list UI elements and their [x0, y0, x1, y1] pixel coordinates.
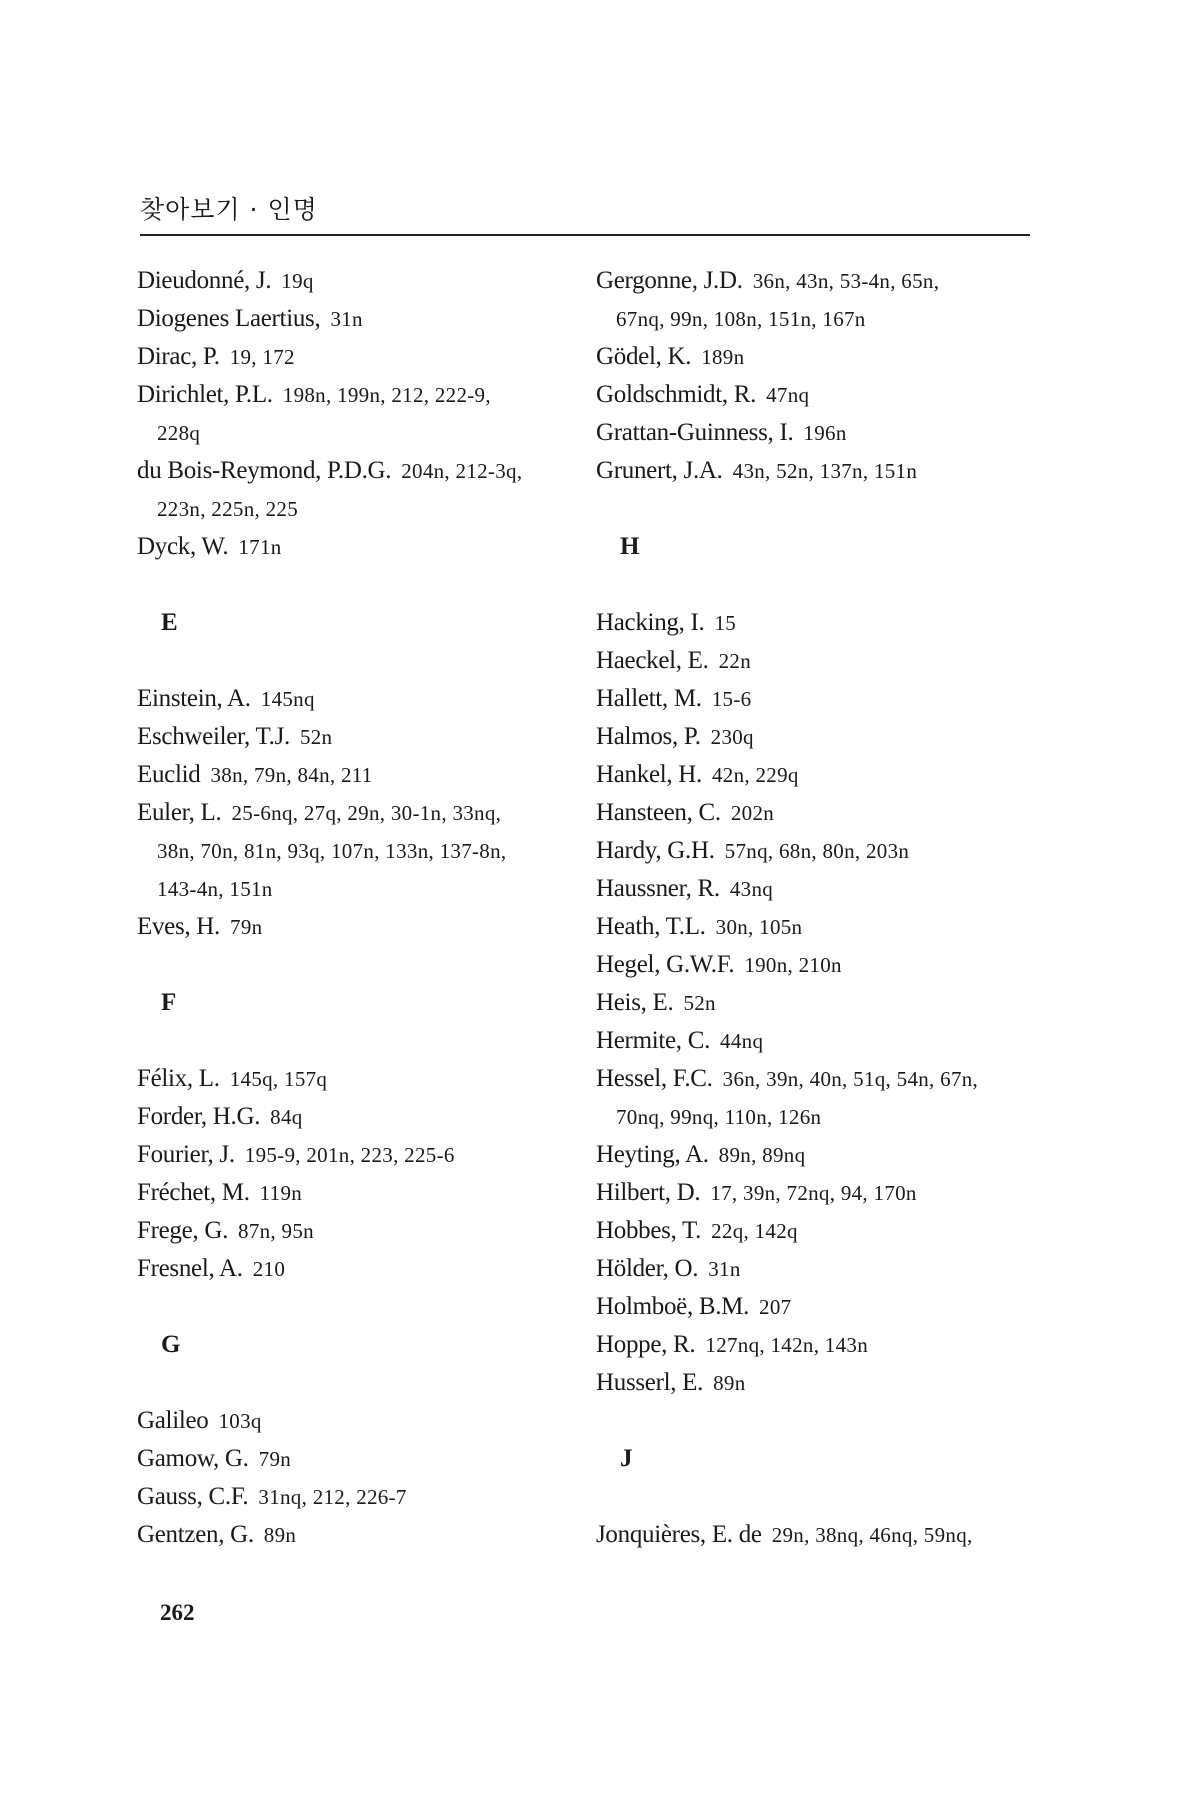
index-entry — [137, 1440, 577, 1478]
section-letter: G — [161, 1331, 181, 1358]
index-entry-continuation — [596, 300, 1036, 338]
spacer — [137, 1288, 577, 1326]
entry-refs: 15-6 — [711, 687, 752, 711]
index-entry — [137, 1098, 577, 1136]
index-entry — [596, 1326, 1036, 1364]
index-entry — [596, 870, 1036, 908]
index-entry — [137, 1250, 577, 1288]
entry-name: Dirichlet, P.L. — [137, 381, 273, 408]
entry-refs: 38n, 79n, 84n, 211 — [210, 763, 373, 787]
index-entry — [137, 1516, 577, 1554]
index-entry — [137, 300, 577, 338]
entry-name: Goldschmidt, R. — [596, 381, 757, 408]
spacer — [596, 1402, 1036, 1440]
entry-refs: 145q, 157q — [229, 1067, 328, 1091]
index-entry-continuation — [137, 414, 577, 452]
spacer — [137, 642, 577, 680]
right-column — [596, 262, 1036, 1554]
entry-refs: 44nq — [720, 1029, 764, 1053]
entry-refs: 143-4n, 151n — [157, 877, 273, 901]
entry-name: Hacking, I. — [596, 609, 705, 636]
index-entry — [137, 1402, 577, 1440]
index-entry — [596, 604, 1036, 642]
index-entry — [596, 908, 1036, 946]
index-entry — [596, 452, 1036, 490]
spacer — [596, 490, 1036, 528]
entry-refs: 17, 39n, 72nq, 94, 170n — [710, 1181, 917, 1205]
entry-refs: 31nq, 212, 226-7 — [258, 1485, 407, 1509]
entry-name: Heath, T.L. — [596, 913, 706, 940]
index-entry — [137, 1478, 577, 1516]
entry-refs: 52n — [683, 991, 716, 1015]
entry-name: Galileo — [137, 1407, 209, 1434]
spacer — [137, 946, 577, 984]
index-entry-continuation — [137, 870, 577, 908]
entry-refs: 171n — [238, 535, 282, 559]
entry-refs: 230q — [710, 725, 754, 749]
entry-name: Hardy, G.H. — [596, 837, 715, 864]
entry-name: Hermite, C. — [596, 1027, 711, 1054]
index-entry-continuation — [596, 1098, 1036, 1136]
index-entry — [137, 908, 577, 946]
section-letter: J — [620, 1445, 633, 1472]
entry-refs: 196n — [803, 421, 847, 445]
entry-name: Fréchet, M. — [137, 1179, 250, 1206]
entry-name: Grunert, J.A. — [596, 457, 723, 484]
index-entry — [137, 1136, 577, 1174]
entry-name: Jonquières, E. de — [596, 1521, 762, 1548]
index-entry — [137, 718, 577, 756]
spacer — [596, 1478, 1036, 1516]
index-entry — [137, 376, 577, 414]
entry-name: Eves, H. — [137, 913, 221, 940]
entry-name: Dirac, P. — [137, 343, 220, 370]
spacer — [137, 566, 577, 604]
index-entry — [596, 832, 1036, 870]
index-entry-continuation — [137, 490, 577, 528]
index-entry — [596, 1060, 1036, 1098]
index-entry — [137, 1212, 577, 1250]
index-entry — [596, 376, 1036, 414]
entry-name: Haussner, R. — [596, 875, 720, 902]
spacer — [137, 1022, 577, 1060]
index-entry — [596, 756, 1036, 794]
entry-name: Eschweiler, T.J. — [137, 723, 290, 750]
entry-name: Gauss, C.F. — [137, 1483, 249, 1510]
entry-refs: 79n — [230, 915, 263, 939]
entry-name: Hobbes, T. — [596, 1217, 702, 1244]
entry-refs: 22q, 142q — [711, 1219, 798, 1243]
index-entry — [596, 414, 1036, 452]
index-entry — [596, 1364, 1036, 1402]
page-number: 262 — [160, 1600, 195, 1625]
entry-name: Hessel, F.C. — [596, 1065, 713, 1092]
entry-name: Gamow, G. — [137, 1445, 249, 1472]
entry-refs: 38n, 70n, 81n, 93q, 107n, 133n, 137-8n, — [157, 839, 507, 863]
index-entry — [596, 1022, 1036, 1060]
entry-name: Diogenes Laertius, — [137, 305, 321, 332]
entry-name: Hansteen, C. — [596, 799, 721, 826]
entry-refs: 103q — [218, 1409, 262, 1433]
entry-name: Halmos, P. — [596, 723, 701, 750]
index-entry — [137, 1174, 577, 1212]
index-entry — [596, 680, 1036, 718]
index-entry — [596, 1212, 1036, 1250]
entry-refs: 43n, 52n, 137n, 151n — [732, 459, 918, 483]
entry-refs: 228q — [157, 421, 201, 445]
entry-name: Husserl, E. — [596, 1369, 704, 1396]
index-entry — [596, 946, 1036, 984]
section-letter: E — [161, 609, 178, 636]
entry-refs: 89n — [713, 1371, 746, 1395]
entry-name: Grattan-Guinness, I. — [596, 419, 794, 446]
entry-refs: 204n, 212-3q, — [401, 459, 523, 483]
entry-refs: 79n — [258, 1447, 292, 1471]
entry-name: Dyck, W. — [137, 533, 229, 560]
entry-name: Forder, H.G. — [137, 1103, 261, 1130]
entry-name: Félix, L. — [137, 1065, 220, 1092]
entry-refs: 42n, 229q — [712, 763, 799, 787]
entry-refs: 19q — [281, 269, 314, 293]
entry-refs: 84q — [270, 1105, 303, 1129]
section-letter: F — [161, 989, 177, 1016]
index-entry — [137, 756, 577, 794]
entry-name: Fourier, J. — [137, 1141, 235, 1168]
entry-refs: 195-9, 201n, 223, 225-6 — [244, 1143, 455, 1167]
entry-refs: 15 — [714, 611, 737, 635]
index-entry — [137, 1060, 577, 1098]
index-entry — [596, 984, 1036, 1022]
entry-name: Heis, E. — [596, 989, 674, 1016]
entry-name: Fresnel, A. — [137, 1255, 243, 1282]
entry-refs: 89n — [263, 1523, 297, 1547]
entry-refs: 223n, 225n, 225 — [157, 497, 298, 521]
entry-refs: 31n — [330, 307, 363, 331]
entry-name: Frege, G. — [137, 1217, 229, 1244]
entry-refs: 29n, 38nq, 46nq, 59nq, — [771, 1523, 973, 1547]
entry-refs: 190n, 210n — [744, 953, 842, 977]
entry-name: Hölder, O. — [596, 1255, 699, 1282]
entry-name: Hegel, G.W.F. — [596, 951, 735, 978]
index-entry — [137, 452, 577, 490]
entry-name: Hallett, M. — [596, 685, 702, 712]
entry-refs: 25-6nq, 27q, 29n, 30-1n, 33nq, — [231, 801, 502, 825]
entry-refs: 210 — [252, 1257, 286, 1281]
entry-name: Dieudonné, J. — [137, 267, 272, 294]
index-entry — [596, 338, 1036, 376]
index-entry — [137, 794, 577, 832]
entry-refs: 87n, 95n — [238, 1219, 314, 1243]
entry-refs: 67nq, 99n, 108n, 151n, 167n — [616, 307, 866, 331]
spacer — [596, 566, 1036, 604]
index-entry — [137, 528, 577, 566]
entry-refs: 70nq, 99nq, 110n, 126n — [616, 1105, 822, 1129]
entry-name: Einstein, A. — [137, 685, 251, 712]
entry-name: Holmboë, B.M. — [596, 1293, 750, 1320]
index-entry — [596, 1136, 1036, 1174]
header-title: 찾아보기 · 인명 — [140, 195, 318, 224]
entry-refs: 52n — [299, 725, 333, 749]
index-entry — [137, 338, 577, 376]
entry-refs: 30n, 105n — [715, 915, 803, 939]
entry-refs: 36n, 39n, 40n, 51q, 54n, 67n, — [722, 1067, 979, 1091]
entry-name: Hilbert, D. — [596, 1179, 701, 1206]
entry-refs: 47nq — [766, 383, 810, 407]
index-entry — [137, 680, 577, 718]
entry-refs: 43nq — [729, 877, 774, 901]
index-entry — [596, 642, 1036, 680]
entry-name: Gödel, K. — [596, 343, 692, 370]
entry-refs: 207 — [759, 1295, 792, 1319]
index-entry — [137, 262, 577, 300]
entry-refs: 202n — [730, 801, 775, 825]
section-letter: H — [620, 533, 640, 560]
entry-name: Gentzen, G. — [137, 1521, 254, 1548]
entry-refs: 31n — [708, 1257, 741, 1281]
entry-name: Hankel, H. — [596, 761, 702, 788]
entry-refs: 22n — [718, 649, 752, 673]
entry-refs: 119n — [259, 1181, 303, 1205]
entry-name: Gergonne, J.D. — [596, 267, 743, 294]
page-header — [140, 190, 1030, 236]
entry-name: Haeckel, E. — [596, 647, 709, 674]
left-column — [137, 262, 577, 1554]
index-entry — [596, 262, 1036, 300]
entry-name: du Bois-Reymond, P.D.G. — [137, 457, 392, 484]
index-entry — [596, 1174, 1036, 1212]
entry-refs: 19, 172 — [229, 345, 295, 369]
entry-refs: 198n, 199n, 212, 222-9, — [282, 383, 491, 407]
entry-name: Euler, L. — [137, 799, 222, 826]
entry-name: Hoppe, R. — [596, 1331, 696, 1358]
index-entry — [596, 1288, 1036, 1326]
entry-refs: 189n — [701, 345, 745, 369]
entry-name: Euclid — [137, 761, 201, 788]
index-entry — [596, 1516, 1036, 1554]
entry-refs: 36n, 43n, 53-4n, 65n, — [752, 269, 940, 293]
index-entry — [596, 718, 1036, 756]
entry-refs: 57nq, 68n, 80n, 203n — [724, 839, 910, 863]
index-entry — [596, 794, 1036, 832]
entry-name: Heyting, A. — [596, 1141, 709, 1168]
index-entry-continuation — [137, 832, 577, 870]
entry-refs: 127nq, 142n, 143n — [705, 1333, 868, 1357]
spacer — [137, 1364, 577, 1402]
index-entry — [596, 1250, 1036, 1288]
entry-refs: 89n, 89nq — [718, 1143, 806, 1167]
entry-refs: 145nq — [260, 687, 315, 711]
